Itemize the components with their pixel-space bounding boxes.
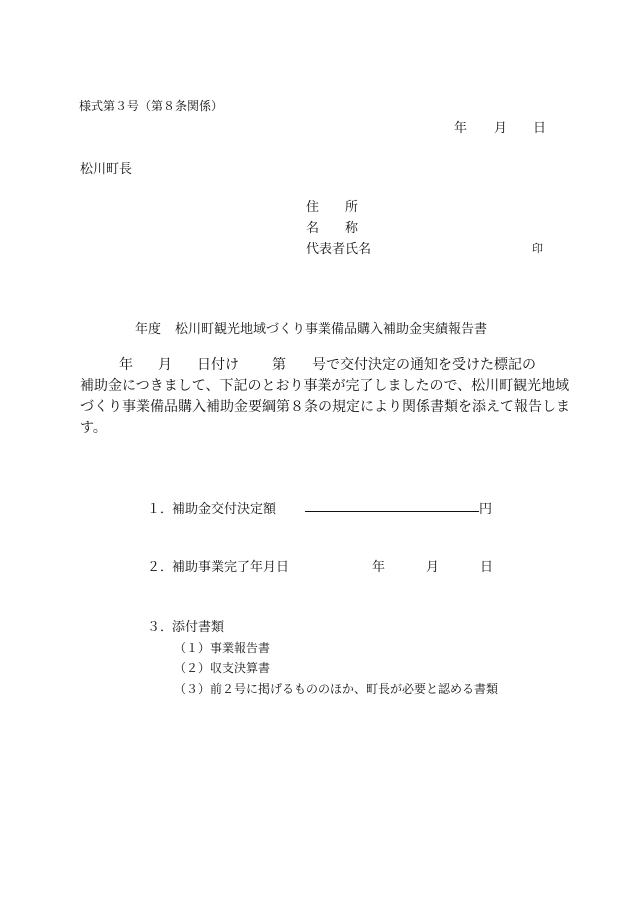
date-month-label: 月: [494, 121, 508, 136]
amount-unit: 円: [479, 502, 493, 517]
body-year: 年: [119, 357, 133, 373]
attachment-label: 事業報告書: [210, 641, 271, 655]
item-1-label: 補助金交付決定額: [172, 502, 277, 517]
address-label: 住 所: [306, 200, 359, 215]
completion-year-label: 年: [372, 560, 386, 575]
body-line-1: [80, 355, 552, 376]
body-line1-rest: 号で交付決定の通知を受けた標記の: [312, 357, 536, 373]
body-month: 月: [158, 357, 172, 373]
seal-mark: 印: [532, 242, 543, 255]
date-year-label: 年: [454, 121, 468, 136]
attachment-number: （２）: [174, 661, 211, 675]
attachment-item: [174, 680, 498, 697]
body-dated: 日付け: [197, 357, 239, 373]
item-3-label: 添付書類: [172, 620, 225, 635]
item-2-number: ２．: [147, 560, 174, 575]
body-line-2: 補助金につきまして、下記のとおり事業が完了しましたので、松川町観光地域: [80, 378, 570, 394]
attachment-number: （３）: [174, 682, 211, 696]
addressee: 松川町長: [80, 162, 133, 177]
item-1-number: １．: [147, 502, 174, 517]
amount-blank-line: [305, 497, 479, 512]
attachment-item: [174, 639, 270, 656]
name-label: 名 称: [306, 221, 359, 236]
report-body: [80, 355, 570, 439]
form-label: 様式第３号（第８条関係）: [79, 99, 224, 113]
date-day-label: 日: [533, 121, 547, 136]
body-number-prefix: 第: [272, 357, 286, 373]
attachment-label: 前２号に掲げるもののほか、町長が必要と認める書類: [210, 682, 499, 696]
completion-day-label: 日: [480, 560, 494, 575]
body-line-3: づくり事業備品購入補助金要綱第８条の規定により関係書類を添えて報告しま: [80, 399, 570, 415]
attachment-number: （１）: [174, 641, 211, 655]
item-2-label: 補助事業完了年月日: [172, 560, 290, 575]
body-line-4: す。: [80, 420, 107, 436]
representative-label: 代表者氏名: [306, 242, 372, 257]
completion-month-label: 月: [426, 560, 440, 575]
attachment-label: 収支決算書: [210, 661, 271, 675]
title-year-prefix: 年度: [135, 322, 162, 337]
item-3-number: ３．: [147, 620, 174, 635]
attachment-item: [174, 659, 270, 676]
title-text: 松川町観光地域づくり事業備品購入補助金実績報告書: [175, 322, 488, 337]
